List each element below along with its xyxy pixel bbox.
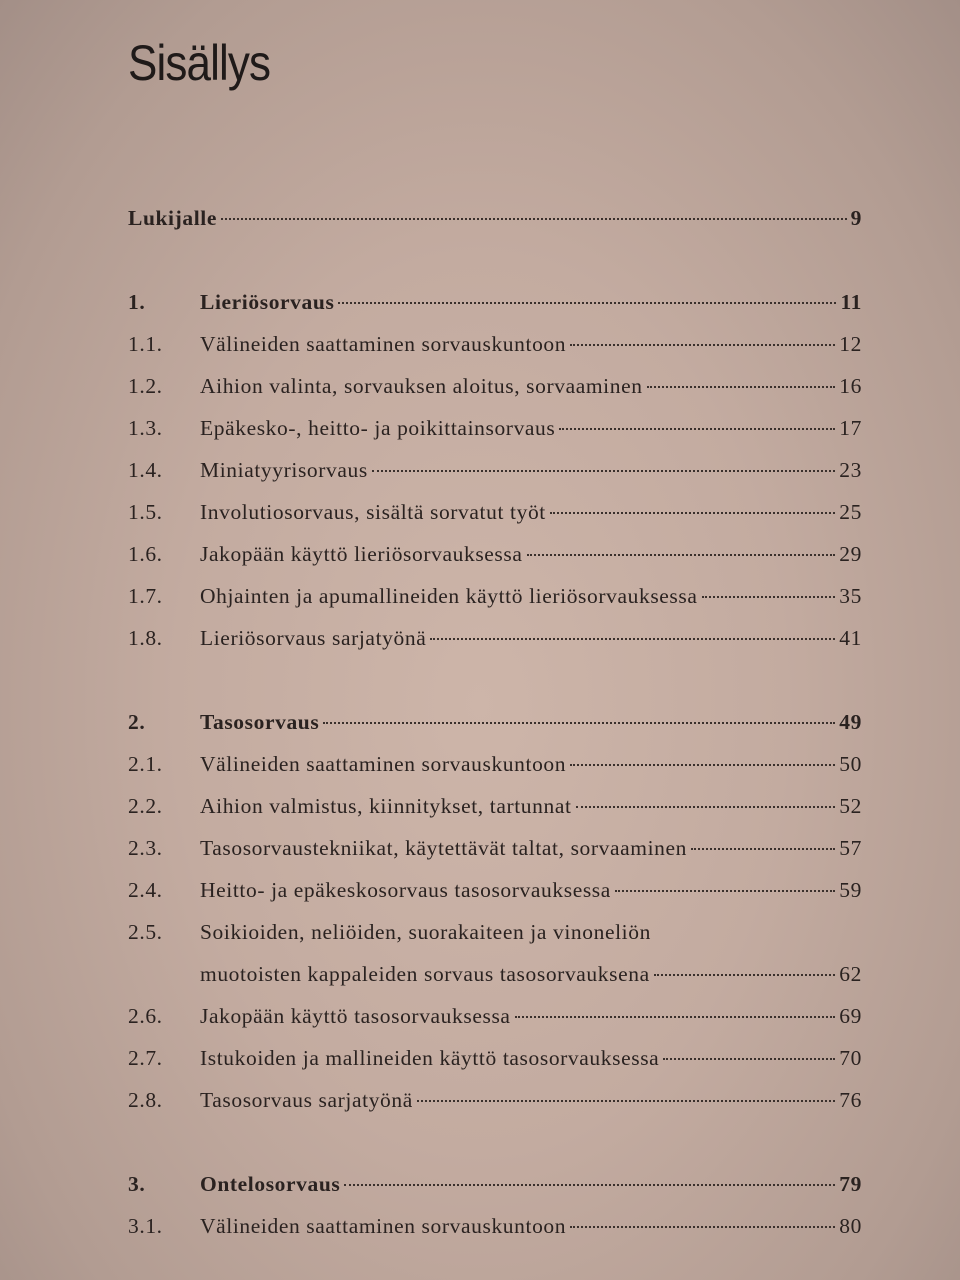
toc-entry xyxy=(128,206,862,248)
toc-entry xyxy=(128,1214,862,1256)
table-of-contents xyxy=(128,206,862,1256)
section-gap xyxy=(128,248,862,290)
entry-number: 3.1. xyxy=(128,1214,163,1238)
dot-leader xyxy=(417,1100,835,1102)
entry-title: Välineiden saattaminen sorvauskuntoon xyxy=(200,332,567,356)
toc-entry xyxy=(128,794,862,836)
toc-entry xyxy=(128,374,862,416)
entry-page: 79 xyxy=(839,1172,862,1196)
entry-title: Lukijalle xyxy=(128,206,218,230)
entry-number: 2.1. xyxy=(128,752,163,776)
toc-entry xyxy=(128,416,862,458)
entry-title: Epäkesko-, heitto- ja poikittainsorvaus xyxy=(200,416,556,440)
entry-title: Istukoiden ja mallineiden käyttö tasosorvauksessa xyxy=(200,1046,660,1070)
entry-number: 2.5. xyxy=(128,920,163,944)
entry-page: 57 xyxy=(839,836,862,860)
dot-leader xyxy=(647,386,836,388)
toc-entry xyxy=(128,290,862,332)
toc-entry xyxy=(128,1172,862,1214)
entry-page: 69 xyxy=(839,1004,862,1028)
entry-title: Soikioiden, neliöiden, suorakaiteen ja vinoneliön xyxy=(200,920,651,944)
entry-page: 62 xyxy=(839,962,862,986)
entry-page: 23 xyxy=(839,458,862,482)
entry-number: 2.2. xyxy=(128,794,163,818)
entry-page: 50 xyxy=(839,752,862,776)
entry-title: Aihion valinta, sorvauksen aloitus, sorvaaminen xyxy=(200,374,643,398)
entry-number: 2.6. xyxy=(128,1004,163,1028)
dot-leader xyxy=(663,1058,835,1060)
dot-leader xyxy=(372,470,835,472)
toc-entry xyxy=(128,1088,862,1130)
entry-number: 1.6. xyxy=(128,542,163,566)
entry-page: 80 xyxy=(839,1214,862,1238)
entry-number: 1.1. xyxy=(128,332,163,356)
entry-number: 2. xyxy=(128,710,146,734)
toc-entry xyxy=(128,626,862,668)
entry-title: Tasosorvaus sarjatyönä xyxy=(200,1088,413,1112)
entry-title: Aihion valmistus, kiinnitykset, tartunnat xyxy=(200,794,572,818)
toc-entry xyxy=(128,1004,862,1046)
dot-leader xyxy=(344,1184,835,1186)
entry-title: Involutiosorvaus, sisältä sorvatut työt xyxy=(200,500,546,524)
page-title: Sisällys xyxy=(128,35,271,91)
entry-title: Välineiden saattaminen sorvauskuntoon xyxy=(200,752,567,776)
dot-leader xyxy=(570,764,835,766)
entry-page: 17 xyxy=(839,416,862,440)
dot-leader xyxy=(654,974,836,976)
toc-entry xyxy=(128,752,862,794)
toc-entry xyxy=(128,500,862,542)
dot-leader xyxy=(430,638,835,640)
entry-page: 16 xyxy=(839,374,862,398)
entry-page: 76 xyxy=(839,1088,862,1112)
entry-title: Jakopään käyttö tasosorvauksessa xyxy=(200,1004,511,1028)
entry-title: Ohjainten ja apumallineiden käyttö lieriösorvauksessa xyxy=(200,584,698,608)
entry-number: 2.3. xyxy=(128,836,163,860)
toc-entry xyxy=(128,542,862,584)
toc-entry xyxy=(128,710,862,752)
entry-number: 1.3. xyxy=(128,416,163,440)
dot-leader xyxy=(576,806,836,808)
entry-title: Lieriösorvaus xyxy=(200,290,335,314)
dot-leader xyxy=(527,554,836,556)
dot-leader xyxy=(570,344,835,346)
entry-title: Tasosorvaustekniikat, käytettävät taltat, sorvaaminen xyxy=(200,836,688,860)
entry-number: 1.7. xyxy=(128,584,163,608)
entry-page: 12 xyxy=(839,332,862,356)
entry-title: Tasosorvaus xyxy=(200,710,320,734)
entry-number: 1.2. xyxy=(128,374,163,398)
entry-number: 3. xyxy=(128,1172,146,1196)
dot-leader xyxy=(323,722,835,724)
toc-entry xyxy=(128,836,862,878)
dot-leader xyxy=(559,428,835,430)
entry-number: 1.8. xyxy=(128,626,163,650)
entry-title: Heitto- ja epäkeskosorvaus tasosorvauksessa xyxy=(200,878,611,902)
dot-leader xyxy=(221,218,847,220)
entry-title: muotoisten kappaleiden sorvaus tasosorvauksena xyxy=(200,962,650,986)
entry-page: 52 xyxy=(839,794,862,818)
entry-number: 1. xyxy=(128,290,146,314)
dot-leader xyxy=(550,512,835,514)
entry-page: 70 xyxy=(839,1046,862,1070)
dot-leader xyxy=(691,848,835,850)
entry-page: 41 xyxy=(839,626,862,650)
entry-page: 11 xyxy=(840,290,862,314)
section-gap xyxy=(128,668,862,710)
entry-title: Ontelosorvaus xyxy=(200,1172,341,1196)
dot-leader xyxy=(702,596,836,598)
entry-title: Lieriösorvaus sarjatyönä xyxy=(200,626,427,650)
dot-leader xyxy=(570,1226,835,1228)
entry-number: 2.8. xyxy=(128,1088,163,1112)
toc-entry xyxy=(128,1046,862,1088)
entry-title: Jakopään käyttö lieriösorvauksessa xyxy=(200,542,523,566)
entry-page: 59 xyxy=(839,878,862,902)
dot-leader xyxy=(515,1016,836,1018)
entry-page: 49 xyxy=(839,710,862,734)
toc-entry xyxy=(128,878,862,920)
entry-page: 25 xyxy=(839,500,862,524)
entry-page: 29 xyxy=(839,542,862,566)
entry-number: 1.4. xyxy=(128,458,163,482)
entry-title: Välineiden saattaminen sorvauskuntoon xyxy=(200,1214,567,1238)
entry-number: 1.5. xyxy=(128,500,163,524)
entry-page: 35 xyxy=(839,584,862,608)
toc-entry xyxy=(128,584,862,626)
toc-entry xyxy=(128,458,862,500)
entry-title: Miniatyyrisorvaus xyxy=(200,458,368,482)
section-gap xyxy=(128,1130,862,1172)
toc-entry xyxy=(128,962,862,1004)
dot-leader xyxy=(338,302,836,304)
entry-number: 2.4. xyxy=(128,878,163,902)
toc-entry xyxy=(128,920,862,962)
entry-number: 2.7. xyxy=(128,1046,163,1070)
entry-page: 9 xyxy=(850,206,862,230)
dot-leader xyxy=(615,890,835,892)
toc-entry xyxy=(128,332,862,374)
